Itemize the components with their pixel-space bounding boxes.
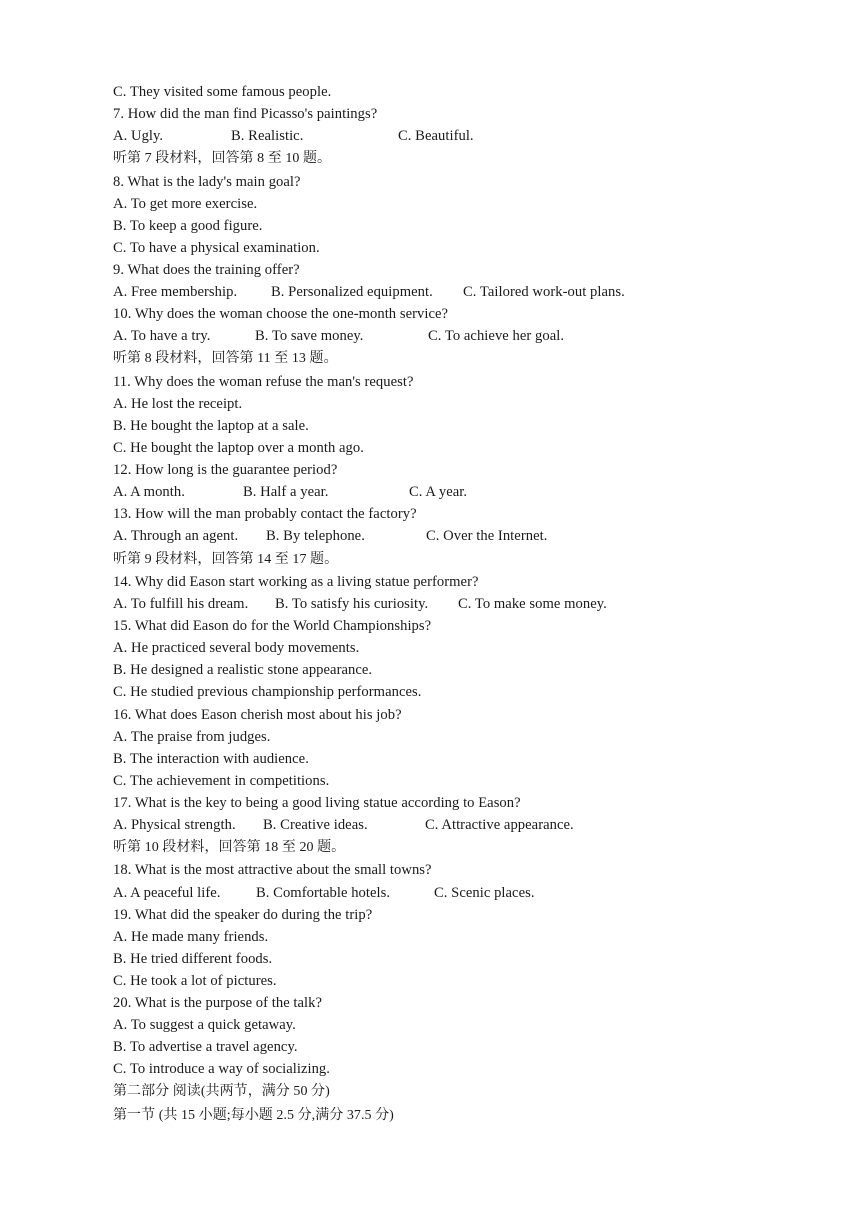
answer-option: C. To introduce a way of socializing. (113, 1061, 330, 1078)
answer-option: A. To get more exercise. (113, 195, 258, 212)
answer-option: C. Over the Internet. (426, 528, 548, 545)
answer-option: A. A peaceful life. (113, 884, 221, 901)
answer-option: B. Personalized equipment. (271, 284, 433, 301)
question-text: 17. What is the key to being a good living statue according to Eason? (113, 794, 521, 811)
answer-option: C. Attractive appearance. (425, 816, 574, 833)
answer-option: C. Tailored work-out plans. (463, 284, 625, 301)
answer-option: B. He tried different foods. (113, 950, 273, 967)
answer-option: A. He lost the receipt. (113, 395, 243, 412)
answer-option: A. A month. (113, 484, 185, 501)
section-heading: 听第 8 段材料，回答第 11 至 13 题。 (113, 351, 338, 367)
answer-options-row (113, 125, 833, 147)
answer-option: A. To fulfill his dream. (113, 596, 249, 613)
question-text: 19. What did the speaker do during the trip? (113, 906, 373, 923)
section-heading: 听第 7 段材料，回答第 8 至 10 题。 (113, 151, 332, 167)
question-text: 11. Why does the woman refuse the man's request? (113, 373, 414, 390)
answer-options-row (113, 593, 833, 615)
answer-option: B. He bought the laptop at a sale. (113, 418, 309, 434)
answer-option: C. A year. (409, 484, 468, 501)
question-text: 14. Why did Eason start working as a living statue performer? (113, 573, 479, 590)
answer-option: C. Scenic places. (434, 884, 535, 901)
answer-options-row (113, 481, 833, 503)
answer-option: B. Creative ideas. (263, 816, 368, 833)
question-text: 15. What did Eason do for the World Championships? (113, 618, 432, 635)
answer-option: B. To save money. (255, 328, 364, 345)
section-heading: 第一节 (共 15 小题;每小题 2.5 分,满分 37.5 分) (113, 1107, 394, 1123)
question-text: 9. What does the training offer? (113, 262, 300, 279)
question-text: 18. What is the most attractive about the small towns? (113, 862, 432, 879)
answer-option: A. To have a try. (113, 328, 211, 345)
answer-option: A. Ugly. (113, 128, 164, 145)
answer-option: A. Through an agent. (113, 528, 239, 545)
answer-option: C. Beautiful. (398, 128, 474, 145)
section-heading: 听第 9 段材料，回答第 14 至 17 题。 (113, 551, 339, 567)
answer-option: B. To satisfy his curiosity. (275, 596, 429, 613)
answer-option: B. To advertise a travel agency. (113, 1039, 298, 1056)
answer-option: A. Physical strength. (113, 816, 236, 833)
answer-option: A. The praise from judges. (113, 728, 271, 745)
answer-option: A. To suggest a quick getaway. (113, 1017, 296, 1034)
answer-option: B. Realistic. (231, 128, 304, 145)
answer-option: A. He practiced several body movements. (113, 640, 360, 657)
answer-option: C. To achieve her goal. (428, 328, 565, 345)
answer-option: B. The interaction with audience. (113, 750, 309, 767)
question-text: 13. How will the man probably contact the factory? (113, 506, 417, 523)
answer-option: C. To make some money. (458, 596, 607, 613)
answer-option: A. Free membership. (113, 284, 238, 301)
answer-options-row (113, 882, 833, 904)
question-text: 12. How long is the guarantee period? (113, 462, 338, 479)
question-text: 16. What does Eason cherish most about his job? (113, 706, 402, 723)
answer-option: B. He designed a realistic stone appearance. (113, 662, 373, 679)
answer-option: C. To have a physical examination. (113, 239, 320, 256)
section-heading: 听第 10 段材料，回答第 18 至 20 题。 (113, 840, 346, 856)
question-text: 7. How did the man find Picasso's paintings? (113, 106, 378, 123)
question-text: 8. What is the lady's main goal? (113, 173, 301, 190)
answer-options-row (113, 814, 833, 836)
answer-option: C. He bought the laptop over a month ago. (113, 440, 364, 457)
exam-content (113, 81, 833, 1127)
answer-options-row (113, 281, 833, 303)
section-heading: 第二部分 阅读(共两节，满分 50 分) (113, 1084, 330, 1100)
answer-options-row (113, 525, 833, 547)
answer-option: C. He studied previous championship performances. (113, 684, 422, 701)
question-text: 10. Why does the woman choose the one-month service? (113, 306, 449, 323)
answer-option: B. By telephone. (266, 528, 365, 545)
question-text: 20. What is the purpose of the talk? (113, 995, 323, 1012)
answer-option: B. To keep a good figure. (113, 217, 263, 234)
answer-option: A. He made many friends. (113, 928, 269, 945)
answer-option: C. He took a lot of pictures. (113, 972, 277, 989)
answer-options-row (113, 325, 833, 347)
answer-option: C. The achievement in competitions. (113, 772, 330, 789)
answer-option: B. Half a year. (243, 484, 329, 501)
answer-option: C. They visited some famous people. (113, 84, 332, 100)
answer-option: B. Comfortable hotels. (256, 884, 391, 901)
